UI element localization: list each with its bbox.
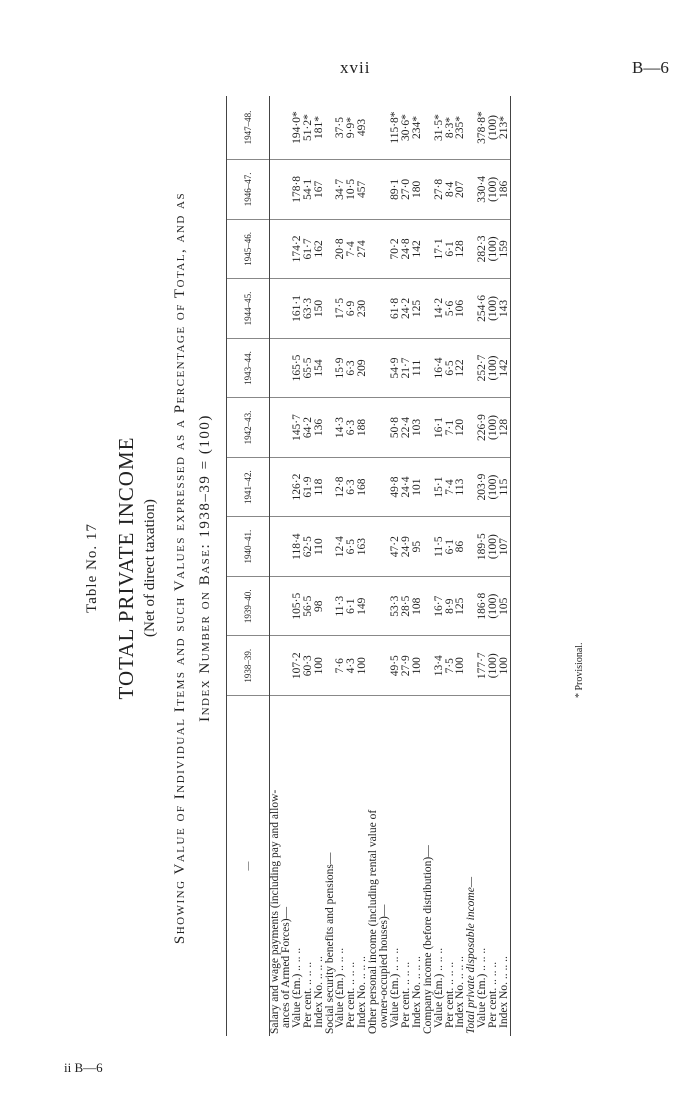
empty-cell [368,279,379,339]
label-column-header: — [227,696,270,1037]
table-cell: 14·3 [335,398,346,458]
column-header: 1946–47. [227,160,270,220]
section-heading: Total private disposable income— [465,876,478,1034]
column-header: 1941–42. [227,457,270,517]
table-cell: 209 [357,338,368,398]
table-cell: 64·2 [303,398,314,458]
table-cell: 6·1 [346,576,357,636]
empty-cell [368,96,379,160]
table-cell: (100) [488,279,499,339]
table-cell: 16·4 [434,338,445,398]
table-cell: 163 [357,517,368,577]
table-header-row [227,96,270,1036]
table-cell: 6·3 [346,338,357,398]
table-cell: 8·9 [445,576,456,636]
table-cell: 27·9 [401,636,412,696]
table-cell: 6·1 [445,517,456,577]
table-cell: 378·8* [477,96,488,160]
table-cell: 234* [412,96,423,160]
table-cell: 118·4 [292,517,303,577]
section-heading-row [325,96,336,1036]
section-heading-continued: ances of Armed Forces)— [279,906,292,1028]
empty-cell [270,636,281,696]
table-cell: 213* [499,96,510,160]
table-number: Table No. 17 [84,523,100,613]
table-row [303,96,314,1036]
table-row [401,96,412,1036]
table-cell: 100 [314,636,325,696]
table-cell: 22·4 [401,398,412,458]
table-cell: 13·4 [434,636,445,696]
empty-cell [423,219,434,279]
table-cell: 11·3 [335,576,346,636]
table-cell: 181* [314,96,325,160]
table-cell: 14·2 [434,279,445,339]
table-cell: 120 [455,398,466,458]
table-cell: 54·9 [390,338,401,398]
table-row [445,96,456,1036]
section-heading: Salary and wage payments (including pay and allow- [269,789,281,1034]
table-cell: 12·4 [335,517,346,577]
table-cell: 145·7 [292,398,303,458]
row-label: Index No. .. .. .. [499,696,510,1037]
row-label: Per cent. .. .. .. [487,961,500,1028]
table-cell: 28·5 [401,576,412,636]
table-cell: 110 [314,517,325,577]
empty-cell [270,219,281,279]
empty-cell [270,160,281,220]
empty-cell [368,576,379,636]
table-body [270,96,511,1036]
table-cell: 98 [314,576,325,636]
table-cell: 24·4 [401,457,412,517]
empty-cell [270,279,281,339]
table-cell: 159 [499,219,510,279]
table-cell: 154 [314,338,325,398]
table-cell: 7·6 [335,636,346,696]
table-cell: 61·8 [390,279,401,339]
section-heading-row [423,96,434,1036]
table-cell: 16·7 [434,576,445,636]
empty-cell [423,338,434,398]
table-cell: 51·2* [303,96,314,160]
table-cell: 113 [455,457,466,517]
table-cell: 143 [499,279,510,339]
table-cell: 189·5 [477,517,488,577]
page-number: xvii [340,58,371,77]
table-cell: 136 [314,398,325,458]
table-cell: 252·7 [477,338,488,398]
income-table [226,96,511,1036]
column-header: 1944–45. [227,279,270,339]
table-cell: 177·7 [477,636,488,696]
row-label: Index No. .. .. .. [454,956,467,1028]
table-cell: 168 [357,457,368,517]
table-cell: 107·2 [292,636,303,696]
table-row [314,96,325,1036]
table-row [434,96,445,1036]
table-cell: 235* [455,96,466,160]
table-cell: 50·8 [390,398,401,458]
table-cell: 8·4 [445,160,456,220]
table-cell: 149 [357,576,368,636]
column-header: 1943–44. [227,338,270,398]
table-cell: 21·7 [401,338,412,398]
table-cell: 101 [412,457,423,517]
empty-cell [270,517,281,577]
table-cell: (100) [488,636,499,696]
empty-cell [423,398,434,458]
section-heading-row [379,96,390,1036]
rotated-table-block [84,88,604,1048]
table-cell: 107 [499,517,510,577]
table-cell: 207 [455,160,466,220]
table-cell: (100) [488,338,499,398]
table-cell: 24·8 [401,219,412,279]
row-label: Per cent. .. .. .. [301,961,314,1028]
row-label: Value (£m.) .. .. .. [290,947,303,1028]
empty-cell [368,398,379,458]
table-cell: 16·1 [434,398,445,458]
table-cell: 100 [357,636,368,696]
table-row [499,96,510,1036]
table-cell: 5·6 [445,279,456,339]
table-cell: 142 [412,219,423,279]
table-cell: 6·3 [346,398,357,458]
table-cell: 122 [455,338,466,398]
row-label: Index No. .. .. .. [356,956,369,1028]
empty-cell [423,96,434,160]
table-cell: 6·9 [346,279,357,339]
table-cell: (100) [488,576,499,636]
page-footer: ii B—6 [64,1060,103,1075]
empty-cell [270,96,281,160]
table-cell: 174·2 [292,219,303,279]
empty-cell [368,457,379,517]
section-heading: Social security benefits and pensions— [323,852,336,1034]
table-title: TOTAL PRIVATE INCOME [114,436,138,700]
table-subtitle: (Net of direct taxation) [142,499,158,637]
table-cell: (100) [488,457,499,517]
table-cell: 15·1 [434,457,445,517]
table-cell: 230 [357,279,368,339]
table-cell: 226·9 [477,398,488,458]
empty-cell [270,576,281,636]
table-cell: 60·3 [303,636,314,696]
table-cell: 62·5 [303,517,314,577]
section-heading-row [368,96,379,1036]
column-header: 1942–43. [227,398,270,458]
table-cell: 7·5 [445,636,456,696]
table-cell: 27·0 [401,160,412,220]
empty-cell [423,279,434,339]
table-cell: 34·7 [335,160,346,220]
table-cell: 7·4 [346,219,357,279]
empty-cell [368,160,379,220]
empty-cell [270,398,281,458]
table-cell: 70·2 [390,219,401,279]
table-cell: 63·3 [303,279,314,339]
row-label: Value (£m.) .. .. .. [334,947,347,1028]
table-cell: 330·4 [477,160,488,220]
table-cell: 186·8 [477,576,488,636]
table-cell: 7·1 [445,398,456,458]
table-cell: 61·9 [303,457,314,517]
column-header: 1938–39. [227,636,270,696]
table-cell: 31·5* [434,96,445,160]
row-label: Value (£m.) .. .. .. [476,947,489,1028]
table-cell: 61·7 [303,219,314,279]
row-label: Per cent. .. .. .. [399,961,412,1028]
table-cell: 178·8 [292,160,303,220]
table-cell: 128 [499,398,510,458]
table-cell: 194·0* [292,96,303,160]
table-cell: 30·6* [401,96,412,160]
empty-cell [270,338,281,398]
empty-cell [423,457,434,517]
table-cell: 142 [499,338,510,398]
table-cell: 167 [314,160,325,220]
row-label: Per cent. .. .. .. [345,961,358,1028]
table-cell: 162 [314,219,325,279]
table-cell: 100 [455,636,466,696]
table-cell: 9·9* [346,96,357,160]
table-cell: 493 [357,96,368,160]
empty-cell [368,636,379,696]
section-heading-continued: owner-occupied houses)— [378,904,391,1028]
row-label: Index No. .. .. .. [312,956,325,1028]
table-cell: 105 [499,576,510,636]
table-cell: 24·2 [401,279,412,339]
table-cell: 125 [455,576,466,636]
empty-cell [368,219,379,279]
column-header: 1940–41. [227,517,270,577]
table-cell: 10·5 [346,160,357,220]
column-header: 1939–40. [227,576,270,636]
table-row [488,96,499,1036]
table-cell: 128 [455,219,466,279]
table-cell: 6·3 [346,457,357,517]
table-cell: 106 [455,279,466,339]
table-cell: 49·8 [390,457,401,517]
empty-cell [423,576,434,636]
table-cell: (100) [488,219,499,279]
table-cell: 108 [412,576,423,636]
section-heading-row [270,96,281,1036]
table-cell: 20·8 [335,219,346,279]
table-cell: (100) [488,517,499,577]
table-cell: 282·3 [477,219,488,279]
table-cell: 150 [314,279,325,339]
table-cell: 53·3 [390,576,401,636]
table-cell: 12·8 [335,457,346,517]
table-cell: 11·5 [434,517,445,577]
table-cell: 17·5 [335,279,346,339]
table-cell: 254·6 [477,279,488,339]
table-cell: 118 [314,457,325,517]
table-cell: 56·5 [303,576,314,636]
empty-cell [270,457,281,517]
table-row [390,96,401,1036]
table-cell: 203·9 [477,457,488,517]
table-cell: 49·5 [390,636,401,696]
table-cell: (100) [488,160,499,220]
table-row [292,96,303,1036]
table-cell: 6·5 [346,517,357,577]
table-cell: (100) [488,398,499,458]
table-row [346,96,357,1036]
column-header: 1947–48. [227,96,270,160]
table-footnote: * Provisional. [574,642,585,698]
table-cell: 186 [499,160,510,220]
row-label: Value (£m.) .. .. .. [388,947,401,1028]
row-label: Value (£m.) .. .. .. [432,947,445,1028]
page-code: B—6 [632,58,669,77]
table-row [335,96,346,1036]
table-cell: 188 [357,398,368,458]
table-cell: 6·5 [445,338,456,398]
table-cell: 100 [499,636,510,696]
table-cell: 115 [499,457,510,517]
row-label: Index No. .. .. .. [410,956,423,1028]
table-cell: 100 [412,636,423,696]
table-cell: 103 [412,398,423,458]
table-cell: 161·1 [292,279,303,339]
table-cell: 457 [357,160,368,220]
table-cell: 37·5 [335,96,346,160]
empty-cell [423,517,434,577]
table-cell: 126·2 [292,457,303,517]
table-cell: 24·9 [401,517,412,577]
table-cell: 89·1 [390,160,401,220]
table-cell: 115·8* [390,96,401,160]
table-cell: (100) [488,96,499,160]
column-header: 1945–46. [227,219,270,279]
table-cell: 125 [412,279,423,339]
table-cell: 15·9 [335,338,346,398]
table-cell: 8·3* [445,96,456,160]
table-cell: 180 [412,160,423,220]
table-caption-line-2: Index Number on Base: 1938–39 = (100) [197,414,213,722]
section-heading: Other personal income (including rental value of [367,809,380,1034]
table-cell: 65·5 [303,338,314,398]
empty-cell [423,636,434,696]
empty-cell [368,517,379,577]
table-caption-line-1: Showing Value of Individual Items and such Values expressed as a Percentage of Total, and as [172,191,188,945]
table-cell: 27·8 [434,160,445,220]
table-cell: 274 [357,219,368,279]
row-label: Per cent. .. .. .. [443,961,456,1028]
table-cell: 17·1 [434,219,445,279]
table-cell: 54·1 [303,160,314,220]
table-cell: 165·5 [292,338,303,398]
table-cell: 47·2 [390,517,401,577]
table-cell: 95 [412,517,423,577]
table-cell: 86 [455,517,466,577]
table-cell: 111 [412,338,423,398]
table-cell: 6·1 [445,219,456,279]
empty-cell [423,160,434,220]
table-cell: 4·3 [346,636,357,696]
section-heading: Company income (before distribution)— [421,845,434,1034]
table-cell: 7·4 [445,457,456,517]
table-cell: 105·5 [292,576,303,636]
empty-cell [368,338,379,398]
